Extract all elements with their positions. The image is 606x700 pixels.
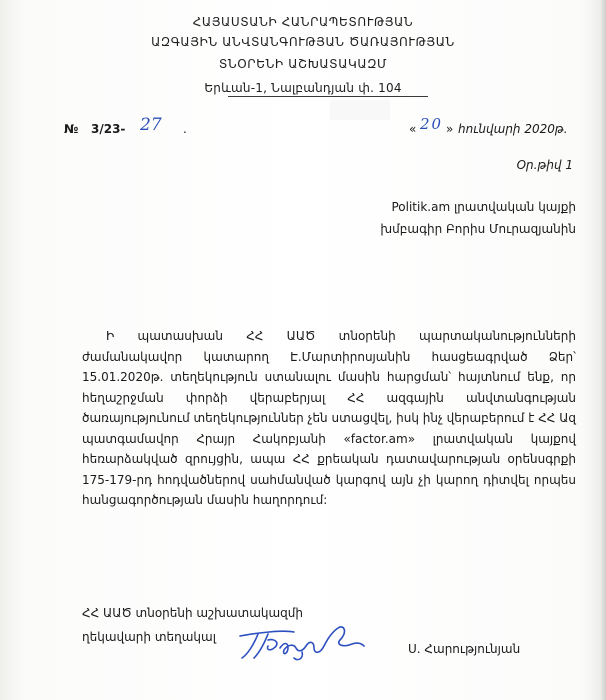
date-day-handwritten: 20: [420, 115, 444, 133]
header-agency: ԱԶԳԱՅԻՆ ԱՆՎՏԱՆԳՈՒԹՅԱՆ ԾԱՌԱՅՈՒԹՅԱՆ: [151, 35, 455, 49]
header-country: ՀԱՅԱՍՏԱՆԻ ՀԱՆՐԱՊԵՏՈՒԹՅԱՆ: [192, 15, 414, 29]
letter-body: Ի պատասխան ՀՀ ԱԱԾ տնօրենի պարտականությունների ժամանակավոր կատարող Է.Մարտիրոսյանին հասցեագրված Ձեր՝ 15.01.2020թ. տեղեկություն ստանալու մասին հարցման՝ հայտնում ենք, որ հեղաշրջման փորձի վերաբերյալ ՀՀ ազգային անվտանգության ծառայությունում տեղեկություններ չեն ստացվել, իսկ ինչ վերաբերում է ՀՀ Ազ պատգամավոր Հրայր Հակոբյանի «factor.am» լրատվական կայքով հեռարձակված զրույցին, ապա ՀՀ քրեական դատավարության օրենսգրքի 175-179-րդ հոդվածներով սահմանված կարգով այն չի կարող դիտվել որպես հանցագործության մասին հաղորդում:: [82, 329, 577, 507]
ref-number-label: №: [64, 122, 79, 136]
header-office: ՏՆՕՐԵՆԻ ԱՇԽԱՏԱԿԱԶՄ: [218, 57, 388, 71]
signatory-title-1: ՀՀ ԱԱԾ տնօրենի աշխատակազմի: [82, 606, 304, 620]
date-month-year: հունվարի 2020թ.: [458, 122, 568, 136]
header-underline: [228, 96, 428, 97]
recipient-line-1: Politik.am լրատվական կայքի: [391, 200, 576, 214]
signatory-name: Ս. Հարությունյան: [408, 642, 521, 656]
signatory-title-2: ղեկավարի տեղակալ: [82, 630, 216, 644]
faint-stamp-mark: [330, 100, 390, 120]
ref-number-value: 3/23-: [91, 122, 126, 136]
signature-strokes: [240, 627, 364, 660]
date-close-quote: »: [446, 122, 454, 136]
ref-number-handwritten: 27: [140, 115, 162, 135]
ref-note: Օր.թիվ 1: [516, 158, 573, 172]
recipient-line-2: խմբագիր Բորիս Մուրազյանին: [380, 222, 576, 236]
header-address: Երևան-1, Նալբանդյան փ. 104: [204, 81, 402, 95]
handwritten-signature: [232, 618, 372, 664]
page-edge-shadow: [600, 0, 606, 700]
date-open-quote: «: [409, 122, 417, 136]
ref-number-end: .: [183, 122, 187, 136]
